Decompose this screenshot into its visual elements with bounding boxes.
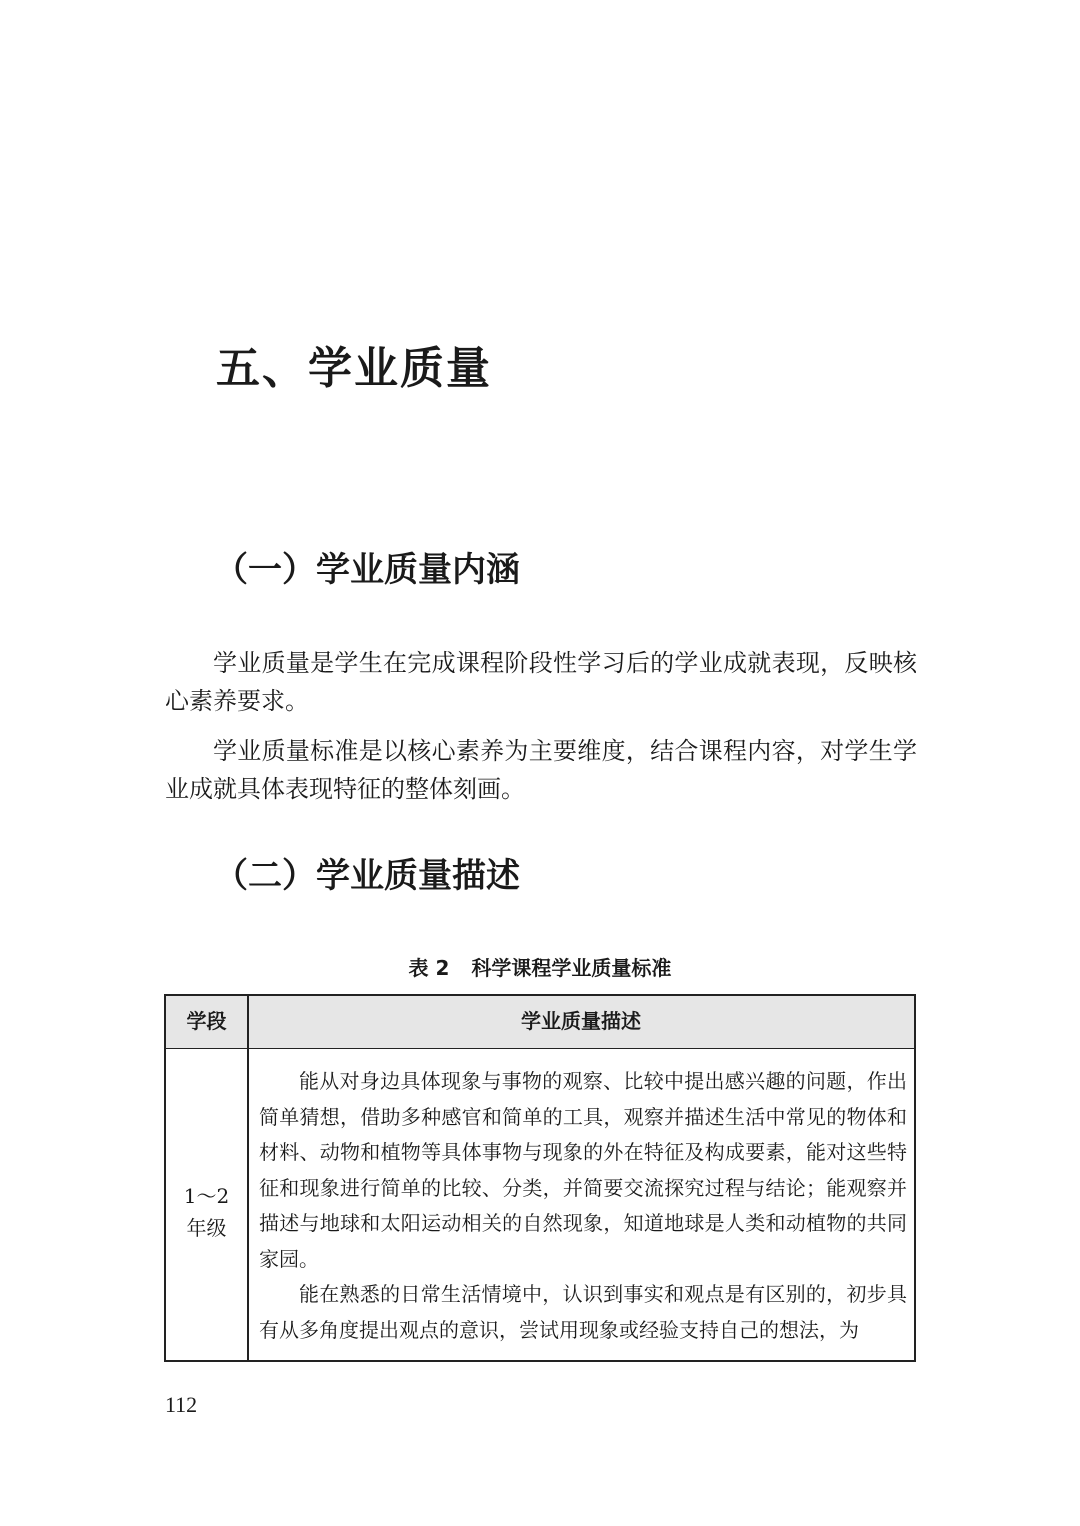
table-row-stage	[166, 1180, 247, 1244]
table-caption-number: 表 2	[408, 956, 450, 980]
table-column-divider	[247, 996, 249, 1360]
section-heading-description: （二）学业质量描述	[214, 856, 520, 896]
section-heading-connotation: （一）学业质量内涵	[214, 550, 520, 590]
stage-range: 1～2	[183, 1184, 230, 1208]
table-caption-title: 科学课程学业质量标准	[471, 956, 672, 980]
chapter-title: 五、学业质量	[216, 343, 492, 394]
description-paragraph: 能从对身边具体现象与事物的观察、比较中提出感兴趣的问题，作出简单猜想，借助多种感官和简单的工具，观察并描述生活中常见的物体和材料、动物和植物等具体事物与现象的外在特征及构成要素，能对这些特征和现象进行简单的比较、分类，并简要交流探究过程与结论；能观察并描述与地球和太阳运动相关的自然现象，知道地球是人类和动植物的共同家园。	[259, 1069, 907, 1271]
table-header-stage: 学段	[186, 1009, 227, 1033]
stage-unit: 年级	[186, 1216, 227, 1240]
description-paragraph: 能在熟悉的日常生活情境中，认识到事实和观点是有区别的，初步具有从多角度提出观点的意识，尝试用现象或经验支持自己的想法，为	[259, 1282, 907, 1342]
quality-standard-table	[164, 994, 916, 1362]
page-number: 112	[165, 1392, 198, 1417]
table-caption	[0, 952, 1080, 981]
table-header-description: 学业质量描述	[521, 1009, 641, 1033]
table-header-row	[166, 996, 914, 1049]
body-paragraph: 学业质量标准是以核心素养为主要维度，结合课程内容，对学生学业成就具体表现特征的整体刻画。	[165, 737, 917, 803]
body-paragraph: 学业质量是学生在完成课程阶段性学习后的学业成就表现，反映核心素养要求。	[165, 649, 917, 715]
table-row-description	[259, 1064, 907, 1348]
